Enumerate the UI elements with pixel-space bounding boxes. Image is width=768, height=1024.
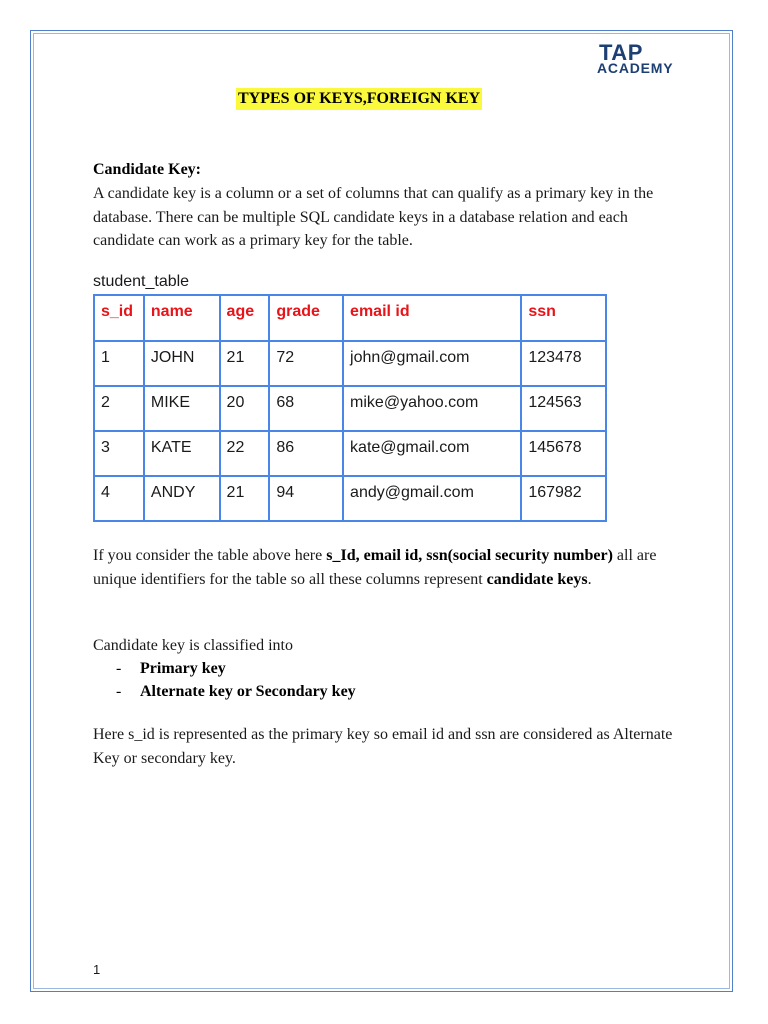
- explanation-text-2: all are unique identifiers for the table so all these columns represent: [93, 547, 657, 588]
- cell-grade: 94: [269, 476, 343, 521]
- cell-name: KATE: [144, 431, 220, 476]
- header-email-id: email id: [343, 295, 521, 341]
- list-item: [116, 680, 356, 703]
- cell-s-id: 2: [94, 386, 144, 431]
- cell-email: john@gmail.com: [343, 341, 521, 386]
- header-ssn: ssn: [521, 295, 606, 341]
- list-item: [116, 657, 356, 680]
- cell-name: JOHN: [144, 341, 220, 386]
- cell-s-id: 3: [94, 431, 144, 476]
- logo-line2: ACADEMY: [597, 60, 674, 76]
- cell-age: 20: [220, 386, 270, 431]
- explanation-text-3: .: [587, 570, 592, 588]
- tap-academy-logo: [597, 42, 687, 76]
- table-header-row: [94, 295, 606, 341]
- table-row: [94, 476, 606, 521]
- header-s-id: s_id: [94, 295, 144, 341]
- cell-name: ANDY: [144, 476, 220, 521]
- bullet-dash: -: [116, 683, 122, 700]
- cell-s-id: 4: [94, 476, 144, 521]
- conclusion-paragraph: Here s_id is represented as the primary key so email id and ssn are considered as Alternate Key or secondary key.: [93, 726, 673, 767]
- cell-grade: 72: [269, 341, 343, 386]
- explanation-bold-2: candidate keys: [486, 570, 588, 588]
- key-classification-list: [116, 657, 356, 703]
- header-name: name: [144, 295, 220, 341]
- explanation-text-1: If you consider the table above here: [93, 547, 327, 564]
- cell-ssn: 123478: [521, 341, 606, 386]
- bullet-dash: -: [116, 660, 122, 677]
- explanation-bold-1: s_Id, email id, ssn(social security number): [326, 547, 613, 564]
- cell-age: 21: [220, 341, 270, 386]
- intro-paragraph: A candidate key is a column or a set of columns that can qualify as a primary key in the database. There can be multiple SQL candidate keys in a database relation and each candidate can work as a primary key for the table.: [93, 185, 654, 249]
- section-heading: Candidate Key:: [93, 161, 201, 178]
- list-item-label: Alternate key or Secondary key: [140, 683, 356, 700]
- classification-intro: Candidate key is classified into: [93, 637, 293, 654]
- cell-name: MIKE: [144, 386, 220, 431]
- table-row: [94, 341, 606, 386]
- logo-line1: TAP: [599, 40, 643, 65]
- table-caption: student_table: [93, 273, 190, 290]
- cell-age: 21: [220, 476, 270, 521]
- cell-email: mike@yahoo.com: [343, 386, 521, 431]
- header-grade: grade: [269, 295, 343, 341]
- cell-ssn: 145678: [521, 431, 606, 476]
- table-row: [94, 431, 606, 476]
- table-row: [94, 386, 606, 431]
- student-table: [93, 294, 607, 522]
- cell-age: 22: [220, 431, 270, 476]
- cell-email: kate@gmail.com: [343, 431, 521, 476]
- cell-email: andy@gmail.com: [343, 476, 521, 521]
- list-item-label: Primary key: [140, 660, 226, 677]
- cell-grade: 86: [269, 431, 343, 476]
- cell-ssn: 167982: [521, 476, 606, 521]
- cell-s-id: 1: [94, 341, 144, 386]
- page-number: 1: [93, 962, 101, 977]
- cell-ssn: 124563: [521, 386, 606, 431]
- header-age: age: [220, 295, 270, 341]
- explanation-paragraph: [93, 544, 673, 591]
- cell-grade: 68: [269, 386, 343, 431]
- page-title: TYPES OF KEYS,FOREIGN KEY: [236, 88, 482, 110]
